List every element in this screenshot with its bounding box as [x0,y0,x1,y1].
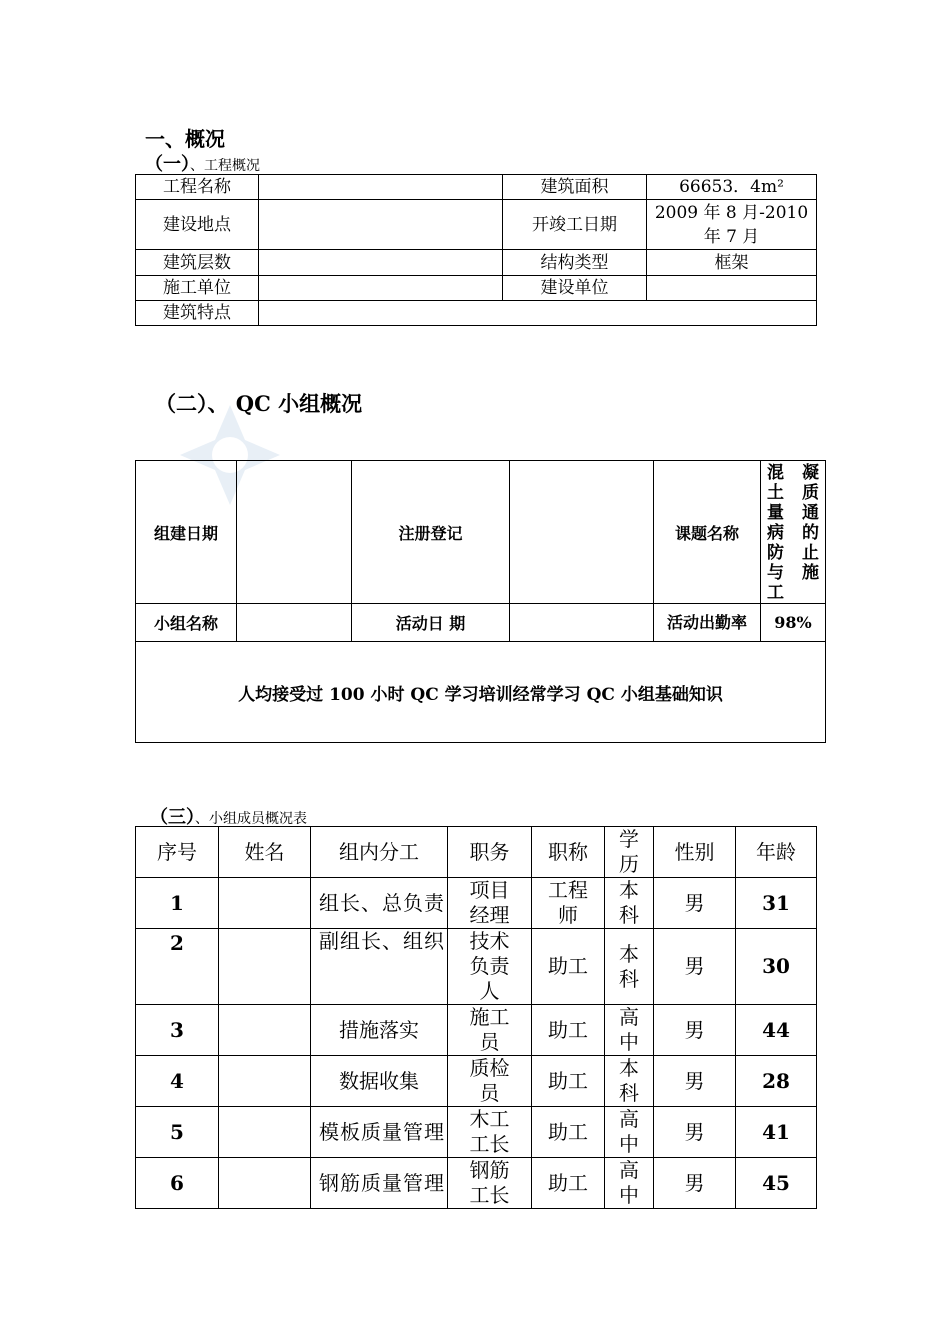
edu-cell [605,929,654,1005]
no-cell: 6 [136,1158,219,1209]
table-row [136,642,826,743]
vchar: 防 [767,543,784,563]
vtext-row [767,523,819,543]
post-text: 质检员 [469,1056,510,1105]
age-cell: 30 [736,929,817,1005]
no-cell: 1 [136,878,219,929]
edu-text: 本科 [619,1056,639,1105]
value-cell [259,200,503,250]
vtext-row [767,463,819,483]
header-cell: 序号 [136,827,219,878]
name-cell [219,1005,311,1056]
duty-cell: 组长、总负责 [311,878,448,929]
edu-text: 本科 [619,878,639,927]
label-cell: 施工单位 [136,276,259,301]
post-text: 木工工长 [469,1107,510,1156]
label-cell: 开竣工日期 [503,200,647,250]
age-cell: 45 [736,1158,817,1209]
registration-value [510,461,654,604]
table-row [136,878,817,929]
sex-cell: 男 [654,929,736,1005]
table-row [136,929,817,1005]
section1-sub-text: 、工程概况 [190,158,260,174]
value-cell [647,276,817,301]
sex-cell: 男 [654,1107,736,1158]
name-cell [219,1107,311,1158]
training-note: 人均接受过 100 小时 QC 学习培训经常学习 QC 小组基础知识 [136,642,826,743]
vchar: 工 [767,583,784,603]
table-row [136,1107,817,1158]
section3-sub-text: 、小组成员概况表 [195,811,307,827]
vchar: 止 [802,543,819,563]
table-row [136,461,826,604]
duty-cell: 副组长、组织 [311,929,448,1005]
label-cell: 工程名称 [136,175,259,200]
post-text: 项目经理 [469,878,510,927]
table-row [136,175,817,200]
title-cell: 助工 [532,1056,605,1107]
title-text: 工程师 [548,878,588,927]
value-cell [259,301,817,326]
age-cell: 31 [736,878,817,929]
vtext-row [767,483,819,503]
value-cell [647,200,817,250]
value-cell [259,175,503,200]
date-label: 组建日期 [136,461,237,604]
vtext-row [767,583,819,603]
topic-vertical-text [761,461,825,603]
header-cell: 年龄 [736,827,817,878]
post-text: 钢筋工长 [469,1158,510,1207]
sex-cell: 男 [654,1005,736,1056]
vtext-row [767,543,819,563]
header-cell: 职称 [532,827,605,878]
table-row [136,1005,817,1056]
vtext-row [767,503,819,523]
value-cell: 框架 [647,250,817,276]
attendance-label-text: 活动出勤率 [666,613,747,632]
group-name-value [237,604,352,642]
no-cell: 3 [136,1005,219,1056]
header-cell: 性别 [654,827,736,878]
label-cell: 建设地点 [136,200,259,250]
vchar: 混 [767,463,784,483]
edu-text: 高中 [619,1107,639,1156]
edu-cell [605,878,654,929]
topic-label: 课题名称 [654,461,761,604]
duty-cell: 模板质量管理 [311,1107,448,1158]
title-cell: 助工 [532,1107,605,1158]
edu-text: 高中 [619,1005,639,1054]
table-row [136,1158,817,1209]
post-cell [448,929,532,1005]
date-value [237,461,352,604]
post-cell [448,878,532,929]
edu-text: 高中 [619,1158,639,1207]
title-cell: 助工 [532,1005,605,1056]
header-cell: 姓名 [219,827,311,878]
project-overview-table [135,174,817,326]
age-cell: 44 [736,1005,817,1056]
vchar: 质 [802,483,819,503]
title-cell: 助工 [532,929,605,1005]
label-cell: 建设单位 [503,276,647,301]
name-cell [219,878,311,929]
vchar: 的 [802,523,819,543]
sex-cell: 男 [654,1056,736,1107]
vchar: 土 [767,483,784,503]
name-cell [219,929,311,1005]
no-cell: 2 [136,929,219,1005]
label-cell: 结构类型 [503,250,647,276]
name-cell [219,1056,311,1107]
title-cell: 助工 [532,1158,605,1209]
post-cell [448,1056,532,1107]
label-cell: 建筑面积 [503,175,647,200]
vtext-row [767,563,819,583]
edu-cell [605,1107,654,1158]
name-cell [219,1158,311,1209]
post-cell [448,1107,532,1158]
age-cell: 41 [736,1107,817,1158]
duty-cell: 措施落实 [311,1005,448,1056]
attendance-value: 98% [761,604,826,642]
label-cell: 建筑特点 [136,301,259,326]
activity-date-label: 活动日 期 [352,604,510,642]
title-cell [532,878,605,929]
group-name-label: 小组名称 [136,604,237,642]
vchar: 通 [802,503,819,523]
table-row [136,1056,817,1107]
section1-subtitle [145,150,260,176]
section1-title: 一、概况 [145,127,225,151]
header-text: 学历 [619,827,639,876]
members-table [135,826,817,1209]
no-cell: 4 [136,1056,219,1107]
label-cell: 建筑层数 [136,250,259,276]
edu-text: 本科 [619,941,639,991]
date-line-1: 2009 年 8 月-2010 [654,202,809,223]
date-line-2: 年 7 月 [703,226,760,247]
header-cell: 组内分工 [311,827,448,878]
vchar: 量 [767,503,784,523]
post-text: 施工员 [469,1005,510,1054]
table-row [136,250,817,276]
sex-cell: 男 [654,1158,736,1209]
table-row [136,276,817,301]
age-cell: 28 [736,1056,817,1107]
edu-cell [605,1056,654,1107]
value-cell: 66653．4m² [647,175,817,200]
qc-group-table [135,460,826,743]
duty-cell: 数据收集 [311,1056,448,1107]
topic-value [761,461,826,604]
attendance-label [654,604,761,642]
sex-cell: 男 [654,878,736,929]
registration-label: 注册登记 [352,461,510,604]
header-cell: 职务 [448,827,532,878]
edu-cell [605,1005,654,1056]
activity-date-value [510,604,654,642]
post-cell [448,1005,532,1056]
duty-cell: 钢筋质量管理 [311,1158,448,1209]
section1-sub-prefix: （一） [145,154,190,175]
post-text: 技术负责人 [469,929,510,1003]
vchar: 与 [767,563,784,583]
post-cell [448,1158,532,1209]
vchar: 凝 [802,463,819,483]
header-cell [605,827,654,878]
value-cell [259,276,503,301]
table-header-row [136,827,817,878]
no-cell: 5 [136,1107,219,1158]
section3-sub-prefix: （三） [150,807,195,828]
value-cell [259,250,503,276]
edu-cell [605,1158,654,1209]
table-row [136,200,817,250]
section2-title: （二）、 QC 小组概况 [155,391,363,416]
table-row [136,604,826,642]
table-row [136,301,817,326]
vchar: 施 [802,563,819,583]
vchar: 病 [767,523,784,543]
